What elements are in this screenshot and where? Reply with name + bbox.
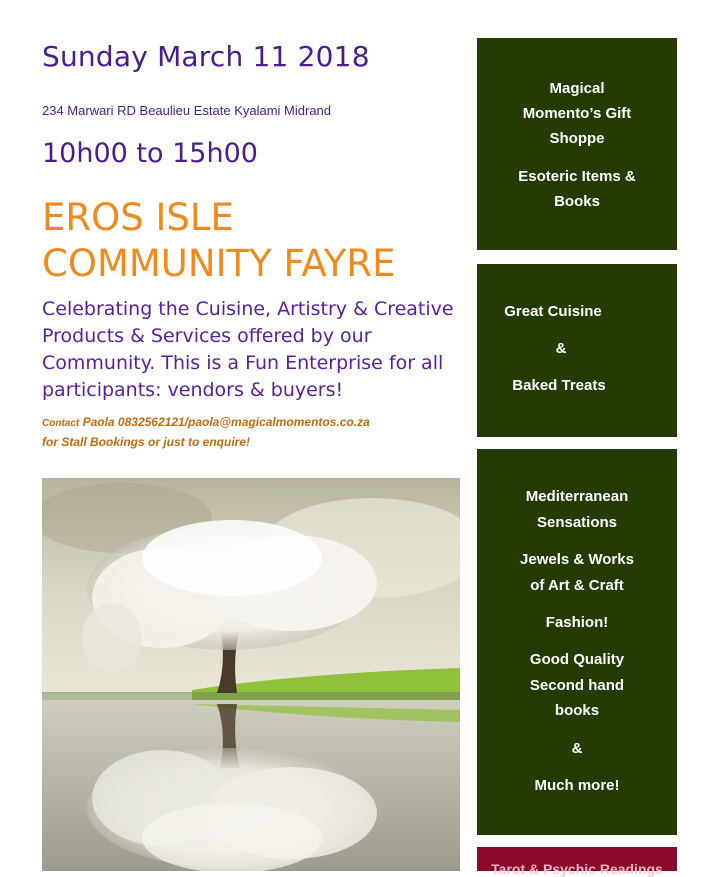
cuisine-box (477, 264, 677, 437)
event-address: 234 Marwari RD Beaulieu Estate Kyalami Midrand (42, 103, 332, 118)
event-time: 10h00 to 15h00 (42, 138, 258, 169)
event-date: Sunday March 11 2018 (42, 40, 370, 73)
box1-line-3: Shoppe (549, 130, 605, 147)
event-description: Celebrating the Cuisine, Artistry & Creative Products & Services offered by our Community. This is a Fun Enterprise for all participants: vendors & buyers! (42, 298, 454, 401)
box3-line-9: & (571, 740, 583, 757)
box3-line-7: Second hand (529, 677, 625, 694)
event-title (42, 195, 462, 287)
attractions-box (477, 449, 677, 835)
box3-line-5: Fashion! (545, 614, 609, 631)
box1-line-2: Momento’s Gift (522, 105, 632, 122)
box4-partial-text: Tarot & Psychic Readings (491, 861, 663, 877)
box2-line-3: Baked Treats (512, 377, 606, 394)
box3-line-1: Mediterranean (525, 488, 629, 505)
title-line-1: EROS ISLE (42, 196, 234, 239)
contact-line-2: for Stall Bookings or just to enquire! (42, 435, 251, 449)
contact-info (42, 413, 462, 451)
box2-line-2: & (555, 340, 567, 357)
shop-info-box (477, 38, 677, 250)
box1-line-1: Magical (549, 80, 605, 97)
box3-line-6: Good Quality (529, 651, 625, 668)
title-line-2: COMMUNITY FAYRE (42, 242, 396, 285)
box2-line-1: Great Cuisine (504, 303, 602, 320)
box3-line-8: books (554, 702, 600, 719)
blossom-tree-photo (42, 478, 460, 871)
box1-line-5: Books (554, 193, 600, 210)
box3-line-4: of Art & Craft (530, 577, 624, 594)
readings-box (477, 847, 677, 877)
box1-line-4: Esoteric Items & (518, 168, 636, 185)
box3-line-10: Much more! (534, 777, 620, 794)
box3-line-3: Jewels & Works (520, 551, 634, 568)
contact-label: Contact (42, 418, 80, 429)
contact-details: Paola 0832562121/paola@magicalmomentos.co.za (82, 415, 370, 429)
box3-line-2: Sensations (536, 514, 618, 531)
